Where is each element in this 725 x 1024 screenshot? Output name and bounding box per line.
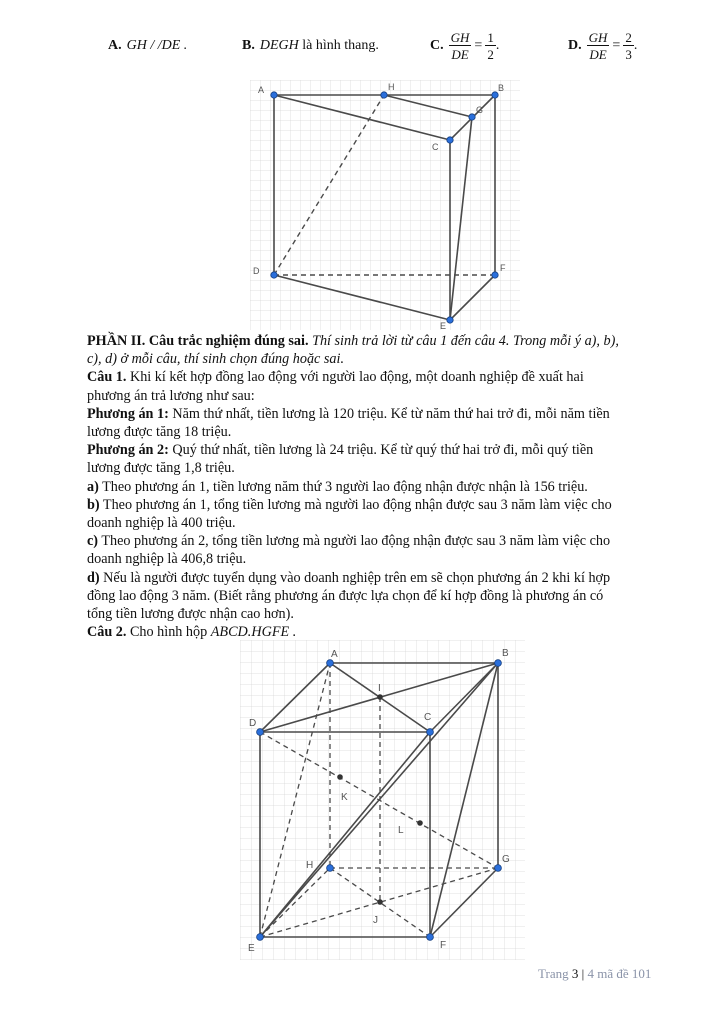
q2-label: Câu 2.: [87, 624, 127, 641]
point-a: [327, 660, 334, 667]
q1-option2-text-2: lương được tăng 1,8 triệu.: [87, 460, 235, 477]
q1-statement-c-text-2: doanh nghiệp là 406,8 triệu.: [87, 551, 247, 568]
answer-d-fraction-right: [623, 31, 634, 61]
q1-statement-b[interactable]: [87, 496, 687, 514]
label-g: G: [476, 105, 484, 115]
answer-b[interactable]: [242, 28, 379, 64]
label-c: C: [424, 712, 432, 723]
answer-d-denominator: DE: [589, 47, 607, 62]
label-h: H: [306, 860, 314, 871]
answer-c-fraction-left: [449, 31, 472, 61]
q1-statement-c-text-1: Theo phương án 2, tổng tiền lương mà người lao động nhận được sau 3 năm làm việc cho: [101, 533, 611, 550]
answer-c-fraction-right: [485, 31, 496, 61]
section2-instruction-2: c), d) ở mỗi câu, thí sinh chọn đúng hoặc sai.: [87, 351, 345, 368]
footer-page-word: Trang: [538, 966, 569, 981]
q1-statement-c[interactable]: [87, 532, 687, 550]
label-i: I: [378, 683, 381, 694]
label-h: H: [388, 82, 395, 92]
label-b: B: [502, 648, 509, 659]
answer-c-end: .: [495, 38, 500, 53]
point-h: [381, 92, 387, 98]
q1-option2-label: Phương án 2:: [87, 442, 169, 459]
point-a: [271, 92, 277, 98]
label-c: C: [432, 142, 439, 152]
point-c: [427, 729, 434, 736]
label-e: E: [248, 943, 255, 954]
q1-option1-text-2: lương được tăng 18 triệu.: [87, 424, 232, 441]
answer-b-label: B.: [242, 38, 255, 53]
answer-c-numerator: GH: [450, 30, 470, 45]
section2-heading-line1: [87, 332, 687, 350]
label-f: F: [440, 940, 447, 951]
label-l: L: [398, 825, 404, 836]
figure-prism: [250, 80, 520, 330]
answer-c[interactable]: [430, 28, 499, 64]
q1-text-1: Khi kí kết hợp đồng lao động với người lao động, một doanh nghiệp đề xuất hai: [129, 369, 584, 386]
answer-a[interactable]: [108, 28, 187, 64]
answer-c-label: C.: [430, 38, 444, 53]
label-d: D: [253, 266, 260, 276]
q1-text-2: phương án trả lương như sau:: [87, 387, 255, 404]
label-f: F: [500, 263, 506, 273]
q1-option1-text-1: Năm thứ nhất, tiền lương là 120 triệu. Kể từ năm thứ hai trở đi, mỗi năm tiền: [172, 405, 610, 422]
label-d: D: [249, 718, 257, 729]
figure-box: [240, 640, 525, 960]
answer-d-end: .: [633, 38, 638, 53]
label-j: J: [373, 915, 378, 926]
answer-c-equals: =: [474, 38, 483, 53]
q1-line1: [87, 368, 687, 386]
point-g: [469, 114, 475, 120]
section2-instruction-1: Thí sinh trả lời từ câu 1 đến câu 4. Trong mỗi ý a), b),: [312, 333, 619, 349]
page-footer: [538, 966, 651, 982]
label-a: A: [331, 649, 338, 660]
q1-statement-a[interactable]: [87, 478, 687, 496]
label-a: A: [258, 85, 265, 95]
point-d: [271, 272, 277, 278]
answer-d-value-numerator: 2: [625, 30, 632, 45]
answer-d[interactable]: [568, 28, 637, 64]
q1-statement-d-text-1: Nếu là người được tuyển dụng vào doanh nghiệp trên em sẽ chọn phương án 2 khi kí hợp: [103, 569, 611, 586]
point-j: [377, 899, 383, 905]
point-d: [257, 729, 264, 736]
section2-heading-line2: [87, 350, 687, 368]
answer-c-value-denominator: 2: [487, 47, 494, 62]
answer-d-fraction-left: [587, 31, 610, 61]
footer-page-number: 3: [571, 966, 579, 981]
label-g: G: [502, 854, 510, 865]
q1-statement-a-text: Theo phương án 1, tiền lương năm thứ 3 người lao động nhận được nhận là 156 triệu.: [102, 478, 588, 495]
answer-c-denominator: DE: [451, 47, 469, 62]
answer-b-text: là hình thang.: [298, 38, 379, 53]
label-b: B: [498, 83, 505, 93]
q1-statement-b-text-1: Theo phương án 1, tổng tiền lương mà người lao động nhận được sau 3 năm làm việc cho: [102, 496, 612, 513]
question-text-block: [87, 332, 687, 641]
footer-exam-code: 4 mã đề 101: [587, 966, 652, 981]
q1-option2-line1: [87, 441, 687, 459]
answer-d-numerator: GH: [588, 30, 608, 45]
q1-statement-c-label: c): [87, 533, 99, 550]
point-k: [337, 774, 343, 780]
answer-d-label: D.: [568, 38, 582, 53]
answer-b-math: DEGH: [259, 38, 299, 53]
q1-statement-b-label: b): [87, 496, 100, 513]
q1-statement-d-text-2: đồng lao động 3 năm. (Biết rằng phương án được lựa chọn để kí hợp đồng là phương án có: [87, 587, 604, 604]
answer-options: [0, 28, 725, 64]
q1-option1-label: Phương án 1:: [87, 405, 169, 422]
q1-option2-text-1: Quý thứ nhất, tiền lương là 24 triệu. Kể từ quý thứ hai trở đi, mỗi quý tiền: [172, 442, 594, 459]
answer-a-math: GH / /DE .: [126, 38, 188, 53]
section2-title: PHẦN II. Câu trắc nghiệm đúng sai.: [87, 333, 309, 349]
q2-math: ABCD.HGFE .: [210, 624, 297, 641]
point-c: [447, 137, 453, 143]
q2-text: Cho hình hộp: [129, 624, 208, 641]
q1-statement-d-text-3: tổng tiền lương được nhận cao hơn).: [87, 606, 294, 623]
answer-a-label: A.: [108, 38, 122, 53]
point-e: [447, 317, 453, 323]
label-k: K: [341, 792, 348, 803]
point-f: [492, 272, 498, 278]
point-g: [495, 865, 502, 872]
answer-c-value-numerator: 1: [487, 30, 494, 45]
answer-d-equals: =: [612, 38, 621, 53]
q1-option1-line1: [87, 405, 687, 423]
point-h: [327, 865, 334, 872]
point-i: [377, 694, 383, 700]
q1-statement-b-text-2: doanh nghiệp là 400 triệu.: [87, 515, 236, 532]
q2-line: [87, 623, 687, 641]
footer-separator: |: [581, 966, 585, 981]
q1-statement-a-label: a): [87, 478, 99, 495]
figure1-grid: [250, 80, 520, 330]
q1-label: Câu 1.: [87, 369, 127, 386]
q1-statement-d[interactable]: [87, 569, 687, 587]
answer-d-value-denominator: 3: [625, 47, 632, 62]
q1-statement-d-label: d): [87, 569, 100, 586]
point-l: [417, 820, 423, 826]
point-b: [495, 660, 502, 667]
point-e: [257, 934, 264, 941]
label-e: E: [440, 321, 447, 330]
point-f: [427, 934, 434, 941]
